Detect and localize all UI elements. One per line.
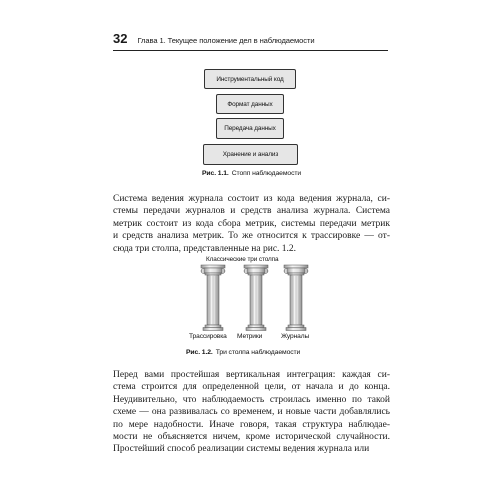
- pillar-label-tracing: Трассировка: [189, 333, 227, 340]
- running-head: Глава 1. Текущее положение дел в наблюдаемости: [137, 36, 315, 45]
- page-number: 32: [113, 31, 128, 46]
- pillar-metrics: [244, 265, 268, 331]
- paragraph-line: метрик состоит из кода сбора метрик, системы передачи метрик: [113, 218, 390, 229]
- pillar-label-metrics: Метрики: [237, 333, 263, 340]
- paragraph-line: стемы передачи журналов и средств анализа журнала. Система: [113, 206, 390, 217]
- figure-2-caption-text: Три столпа наблюдаемости: [215, 349, 301, 356]
- paragraph-line: и средств анализа метрик. То же относится к трассировке — от-: [113, 231, 390, 242]
- stack-box-instrumentation: Инструментальный код: [204, 69, 296, 89]
- pillars-title: Классические три столпа: [206, 256, 279, 263]
- figure-1-caption: [202, 170, 301, 177]
- pillar-label-logs: Журналы: [281, 333, 310, 340]
- paragraph-line: схеме — она развивалась со временем, и новые части добавлялись: [113, 407, 390, 418]
- figure-2-caption-label: Рис. 1.2.: [186, 349, 213, 356]
- figure-1-caption-label: Рис. 1.1.: [202, 170, 229, 177]
- paragraph-line: Перед вами простейшая вертикальная интеграция: каждая си-: [113, 370, 390, 380]
- paragraph-line: Простейший способ реализации системы ведения журнала или: [113, 444, 370, 455]
- paragraph-line: сюда три столпа, представленные на рис. 1.2.: [113, 243, 297, 254]
- paragraph-line: мости не объясняется ничем, кроме исторической случайности.: [113, 432, 390, 443]
- paragraph-line: по мере надобности. Иначе говоря, такая структура наблюдае-: [113, 419, 390, 430]
- paragraph-2: [113, 369, 390, 456]
- figure-2-caption: [186, 349, 300, 356]
- paragraph-line: Неудивительно, что наблюдаемость строилась именно по такой: [113, 394, 390, 405]
- stack-box-data-transfer: Передача данных: [216, 118, 284, 139]
- pillar-tracing: [201, 265, 225, 331]
- pillar-logs: [284, 265, 308, 331]
- paragraph-line: Система ведения журнала состоит из кода ведения журнала, си-: [113, 194, 390, 204]
- figure-1-caption-text: Стопп наблюдаемости: [231, 170, 302, 177]
- paragraph-1: [113, 193, 390, 255]
- stack-box-storage-analysis: Хранение и анализ: [203, 144, 298, 165]
- paragraph-line: стема строится для определенной цели, от начала и до конца.: [113, 382, 390, 393]
- page-header: [113, 32, 388, 51]
- stack-box-data-format: Формат данных: [216, 94, 284, 114]
